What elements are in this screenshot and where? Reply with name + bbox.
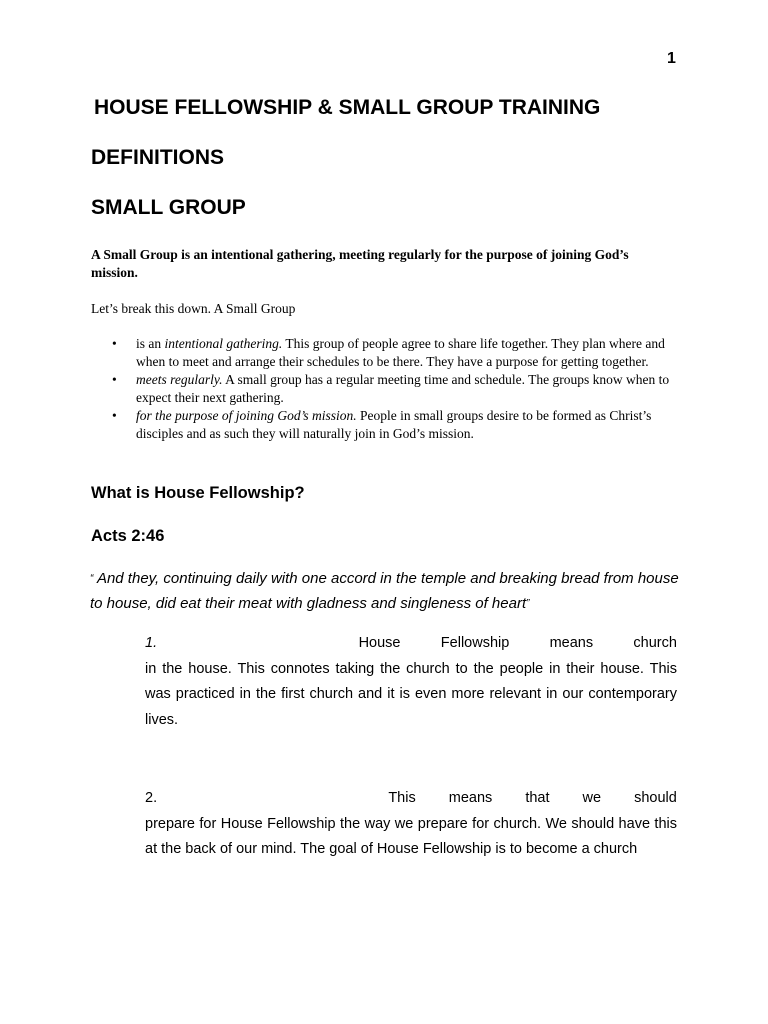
lead-word: Fellowship [440, 635, 510, 651]
list-item [112, 335, 678, 371]
paragraph-body: in the house. This connotes taking the church to the people in their house. This was practiced in the first church and it is even more relevant in our contemporary lives. [145, 660, 677, 728]
heading-what-is-house-fellowship: What is House Fellowship? [91, 484, 305, 502]
lead-word: should [634, 790, 677, 806]
bullet-text: A small group has a regular meeting time and schedule. The groups know when to expect their next gathering. [136, 372, 670, 405]
open-quote-mark: “ [90, 573, 94, 584]
close-quote-mark: ” [526, 598, 530, 609]
heading-acts-reference: Acts 2:46 [91, 527, 165, 545]
section-heading-definitions: DEFINITIONS [91, 146, 225, 169]
bullet-marker: • [112, 336, 117, 351]
bullet-text-pre: is an [136, 336, 165, 351]
bullet-marker: • [112, 372, 117, 387]
lead-word: church [633, 635, 677, 651]
document-title: HOUSE FELLOWSHIP & SMALL GROUP TRAINING [94, 96, 601, 119]
lead-word: means [549, 635, 594, 651]
bullet-emphasis: intentional gathering. [164, 336, 283, 351]
paragraph-lead-line [145, 786, 677, 812]
section-heading-small-group: SMALL GROUP [91, 196, 246, 219]
bullet-list [112, 335, 678, 443]
bullet-marker: • [112, 408, 117, 423]
lead-word: House [358, 635, 401, 651]
numbered-paragraph-2 [145, 786, 677, 863]
lead-word: we [582, 790, 602, 806]
paragraph-body: prepare for House Fellowship the way we prepare for church. We should have this at the back of our mind. The goal of House Fellowship is to become a church [145, 815, 677, 857]
scripture-quote [90, 566, 680, 616]
paragraph-number: 2. [145, 790, 158, 806]
numbered-paragraph-1 [145, 631, 677, 733]
lead-word: means [448, 790, 493, 806]
list-item [112, 371, 678, 407]
paragraph-number: 1. [145, 635, 158, 651]
bullet-emphasis: for the purpose of joining God’s mission. [136, 408, 357, 423]
page-number: 1 [667, 50, 676, 67]
bullet-text: People in small groups desire to be formed as Christ’s disciples and as such they will naturally join in God’s mission. [136, 408, 652, 441]
paragraph-lead-line [145, 631, 677, 657]
bullet-emphasis: meets regularly. [136, 372, 223, 387]
bullet-text: This group of people agree to share life together. They plan where and when to meet and arrange their schedules to be there. They have a purpose for getting together. [136, 336, 665, 369]
small-group-definition: A Small Group is an intentional gathering, meeting regularly for the purpose of joining God’s mission. [91, 247, 629, 280]
intro-text: Let’s break this down. A Small Group [91, 301, 296, 316]
quote-text: And they, continuing daily with one accord in the temple and breaking bread from house to house, did eat their meat with gladness and singleness of heart [90, 570, 679, 612]
lead-word: that [525, 790, 550, 806]
lead-word: This [388, 790, 416, 806]
list-item [112, 407, 678, 443]
